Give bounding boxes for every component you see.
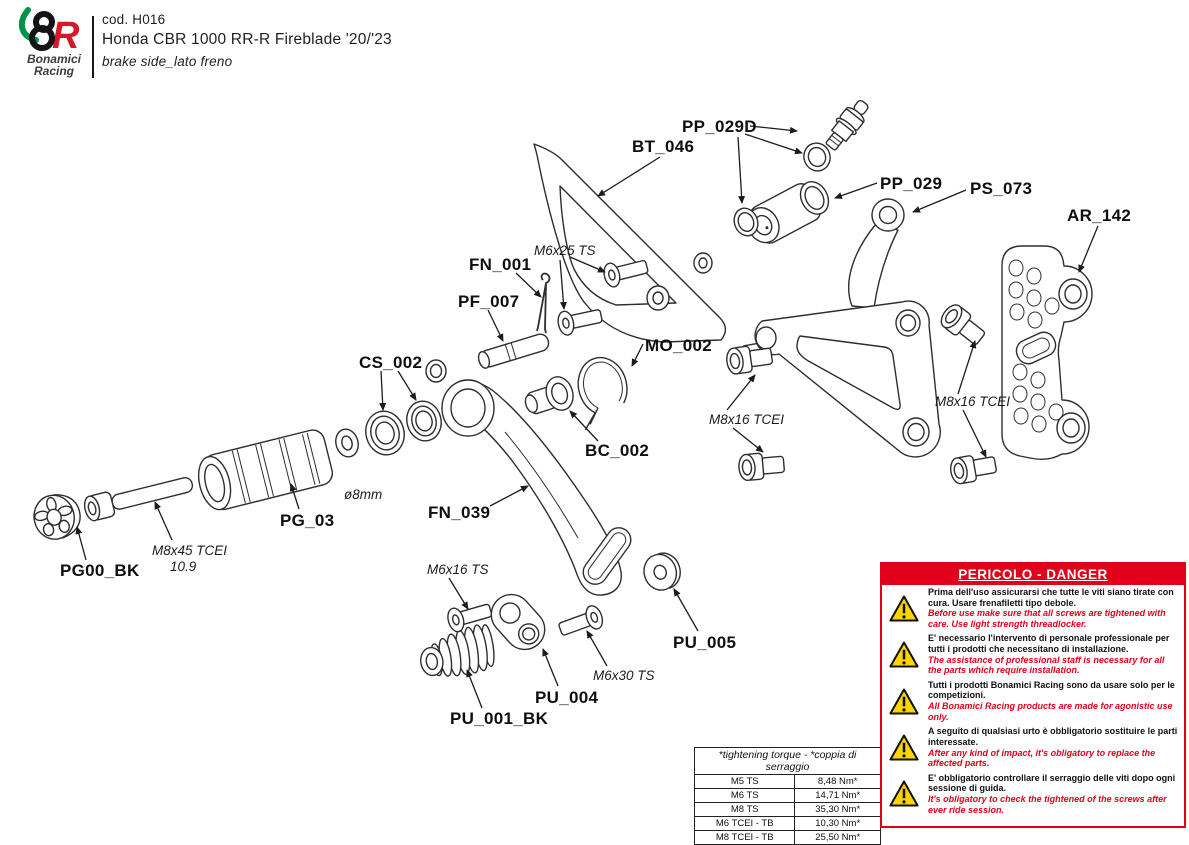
warning-triangle-icon [887, 733, 921, 762]
drawing-bearing-b [402, 397, 445, 444]
warning-text [928, 773, 1178, 815]
drawing-screw-m6x30 [556, 604, 605, 641]
warning-row [882, 724, 1184, 770]
spec-label-m6x30: M6x30 TS [593, 668, 655, 683]
torque-size: M6 TS [695, 789, 795, 803]
bike-model: Honda CBR 1000 RR-R Fireblade '20/'23 [102, 31, 392, 48]
part-label-pu-001-bk: PU_001_BK [450, 709, 549, 728]
spec-label-m8x16-right: M8x16 TCEI [935, 394, 1011, 409]
warning-triangle-icon [887, 779, 921, 808]
part-label-pu-005: PU_005 [673, 633, 737, 652]
drawing-spring-clip [568, 352, 635, 430]
warning-row [882, 678, 1184, 724]
torque-value: 35,30 Nm* [795, 803, 881, 817]
torque-value: 25,50 Nm* [795, 831, 881, 845]
drawing-bolt-m8x16-d [949, 452, 998, 485]
drawing-adapter-plate [1002, 246, 1092, 459]
danger-warning-box [880, 562, 1186, 828]
drawing-footpeg [193, 428, 335, 514]
part-label-pg00-bk: PG00_BK [60, 561, 140, 580]
warning-text [928, 680, 1178, 722]
logo-text-line1: Bonamici [26, 52, 82, 66]
spec-label-m8x45: M8x45 TCEI [152, 543, 228, 558]
warning-text-en: It's obligatory to check the tightened of the screws after ever ride session. [928, 793, 1167, 815]
table-row [695, 789, 881, 803]
warning-text-it: Tutti i prodotti Bonamici Racing sono da usare solo per le competizioni. [928, 679, 1175, 701]
danger-title: PERICOLO - DANGER [882, 564, 1184, 585]
table-row [695, 803, 881, 817]
drawing-end-cap [30, 490, 84, 543]
drawing-cotter-pin [537, 274, 549, 333]
torque-value: 10,30 Nm* [795, 817, 881, 831]
logo-text-line2: Racing [33, 64, 75, 78]
logo-r-mark: R [52, 15, 80, 57]
table-row [695, 831, 881, 845]
torque-table-title: *tightening torque - *coppia di serraggio [695, 748, 881, 775]
table-row [695, 817, 881, 831]
torque-value: 14,71 Nm* [795, 789, 881, 803]
part-label-bt-046: BT_046 [632, 137, 695, 156]
part-label-pu-004: PU_004 [535, 688, 599, 707]
part-label-pf-007: PF_007 [458, 292, 520, 311]
part-label-pg-03: PG_03 [280, 511, 335, 530]
drawing-spacer [639, 549, 684, 594]
part-label-fn-039: FN_039 [428, 503, 491, 522]
logo-eight-bottom [32, 28, 52, 48]
torque-size: M8 TS [695, 803, 795, 817]
kit-side: brake side_lato freno [102, 54, 233, 69]
warning-row [882, 585, 1184, 631]
part-label-pp-029d: PP_029D [682, 117, 757, 136]
drawing-washer-8mm [333, 427, 361, 460]
header [0, 0, 500, 90]
warning-text [928, 633, 1178, 675]
bonamici-logo [14, 6, 92, 78]
drawing-bearing-a [361, 407, 409, 459]
header-divider [92, 16, 94, 78]
torque-size: M5 TS [695, 775, 795, 789]
warning-text-it: E' obbligatorio controllare il serraggio delle viti dopo ogni sessione di guida. [928, 772, 1176, 794]
spec-label-m8x16-left: M8x16 TCEI [709, 412, 785, 427]
drawing-bushing [521, 373, 578, 420]
warning-text-en: Before use make sure that all screws are tightened with care. Use light strength threadlocker. [928, 608, 1166, 629]
part-label-fn-001: FN_001 [469, 255, 532, 274]
drawing-clevis-pin [477, 332, 551, 369]
part-label-mo-002: MO_002 [645, 336, 713, 355]
warning-text-it: A seguito di qualsiasi urto è obbligatorio sostituire le parti interessate. [928, 726, 1178, 747]
torque-size: M8 TCEI - TB [695, 831, 795, 845]
drawing-master-cylinder [741, 174, 836, 250]
warning-text [928, 726, 1178, 768]
warning-text-en: After any kind of impact, it's obligatory to replace the affected parts. [928, 747, 1156, 769]
warning-row [882, 771, 1184, 817]
part-label-ar-142: AR_142 [1067, 206, 1132, 225]
product-code: cod. H016 [102, 12, 166, 27]
table-row [695, 775, 881, 789]
warning-text-it: E' necessario l'intervento di personale professionale per tutti i prodotti che necessitano di installazione. [928, 633, 1170, 655]
drawing-bolt-m8x16-c [937, 301, 988, 349]
drawing-bleed-valve [821, 95, 874, 154]
warning-triangle-icon [887, 640, 921, 669]
warning-triangle-icon [887, 594, 921, 623]
torque-size: M6 TCEI - TB [695, 817, 795, 831]
drawing-bolt-m8x45 [82, 471, 195, 522]
part-label-pp-029: PP_029 [880, 174, 943, 193]
warning-text-en: The assistance of professional staff is necessary for all the parts which require installation. [928, 654, 1165, 676]
torque-value: 8,48 Nm* [795, 775, 881, 789]
torque-table-header-row [695, 748, 881, 775]
warning-text-it: Prima dell'uso assicurarsi che tutte le viti siano tirate con cura. Usare frenafiletti tipo debole. [928, 587, 1174, 608]
warning-text-en: All Bonamici Racing products are made for agonistic use only. [928, 701, 1173, 722]
warning-text [928, 587, 1178, 629]
part-label-ps-073: PS_073 [970, 179, 1033, 198]
warning-triangle-icon [887, 687, 921, 716]
spec-label-m8x45-grade: 10.9 [170, 559, 197, 574]
torque-table [694, 747, 881, 845]
spec-label-m6x25: M6x25 TS [534, 243, 596, 258]
drawing-bolt-m8x16-b [738, 451, 785, 481]
spec-label-m6x16: M6x16 TS [427, 562, 489, 577]
part-label-bc-002: BC_002 [585, 441, 650, 460]
warning-row [882, 631, 1184, 677]
part-label-cs-002: CS_002 [359, 353, 423, 372]
spec-label-washer-8mm: ø8mm [344, 487, 383, 502]
